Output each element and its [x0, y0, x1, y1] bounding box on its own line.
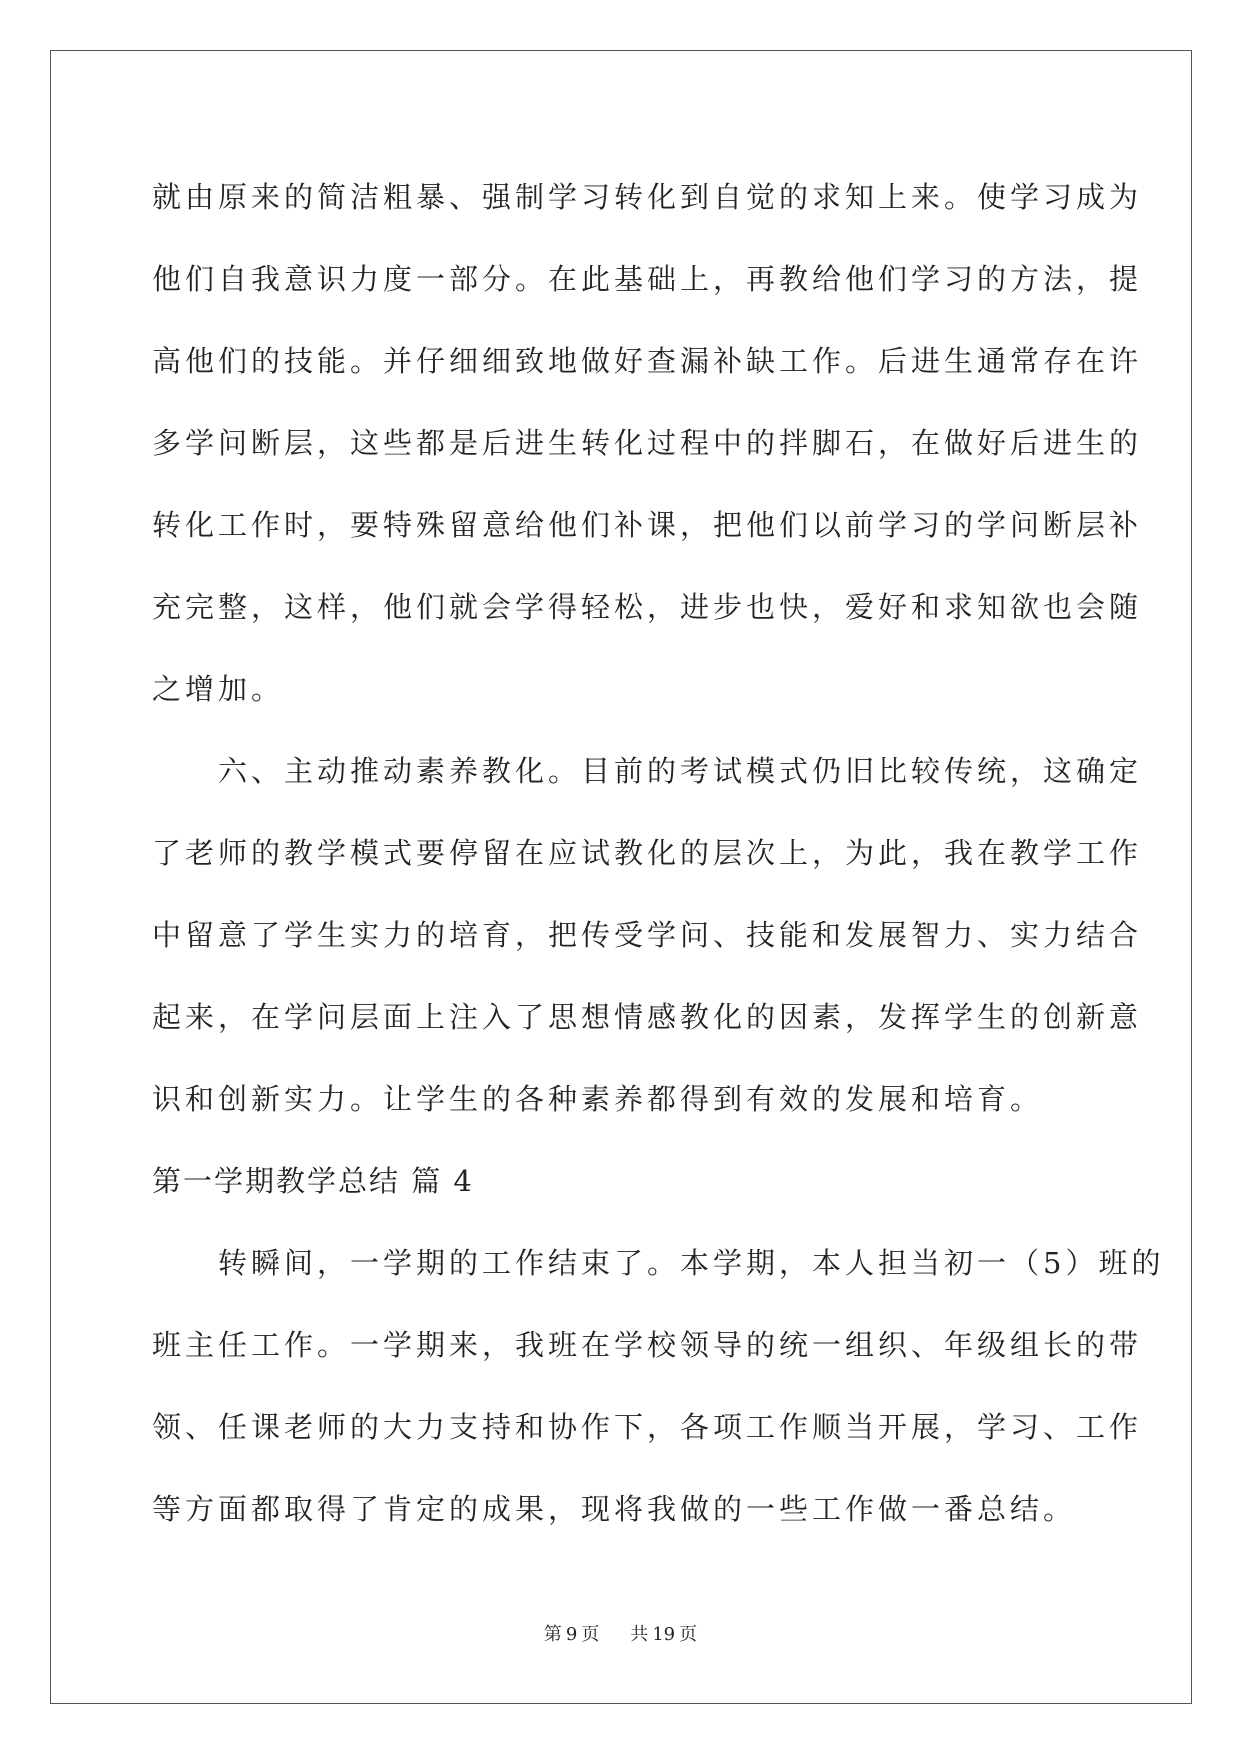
page-prefix: 第: [543, 1624, 562, 1645]
page-indicator: [542, 1624, 601, 1645]
text-line: 之增加。: [152, 672, 285, 706]
text-line: 转瞬间，一学期的工作结束了。本学期，本人担当初一（5）班的: [152, 1246, 1165, 1280]
text-line: 多学问断层，这些都是后进生转化过程中的拌脚石，在做好后进生的: [152, 426, 1143, 460]
total-pages-indicator: [628, 1624, 699, 1645]
text-line: 等方面都取得了肯定的成果，现将我做的一些工作做一番总结。: [152, 1492, 1077, 1526]
document-body: [152, 156, 1165, 1550]
text-line: 高他们的技能。并仔细细致地做好查漏补缺工作。后进生通常存在许: [152, 344, 1143, 378]
total-prefix: 共: [630, 1624, 649, 1645]
text-line: 中留意了学生实力的培育，把传受学问、技能和发展智力、实力结合: [152, 918, 1143, 952]
page-footer: [0, 1620, 1241, 1646]
text-line: 充完整，这样，他们就会学得轻松，进步也快，爱好和求知欲也会随: [152, 590, 1143, 624]
page-suffix: 页: [581, 1624, 600, 1645]
section-heading: 第一学期教学总结 篇 4: [152, 1164, 474, 1198]
text-line: 了老师的教学模式要停留在应试教化的层次上，为此，我在教学工作: [152, 836, 1143, 870]
page-number: 9: [565, 1624, 578, 1645]
text-line: 转化工作时，要特殊留意给他们补课，把他们以前学习的学问断层补: [152, 508, 1143, 542]
text-line: 班主任工作。一学期来，我班在学校领导的统一组织、年级组长的带: [152, 1328, 1143, 1362]
text-line: 识和创新实力。让学生的各种素养都得到有效的发展和培育。: [152, 1082, 1044, 1116]
text-line: 领、任课老师的大力支持和协作下，各项工作顺当开展，学习、工作: [152, 1410, 1143, 1444]
total-suffix: 页: [679, 1624, 698, 1645]
text-line: 就由原来的简洁粗暴、强制学习转化到自觉的求知上来。使学习成为: [152, 180, 1143, 214]
text-line: 他们自我意识力度一部分。在此基础上，再教给他们学习的方法，提: [152, 262, 1143, 296]
text-line: 六、主动推动素养教化。目前的考试模式仍旧比较传统，这确定: [152, 754, 1143, 788]
total-pages: 19: [652, 1624, 676, 1645]
text-line: 起来，在学问层面上注入了思想情感教化的因素，发挥学生的创新意: [152, 1000, 1143, 1034]
